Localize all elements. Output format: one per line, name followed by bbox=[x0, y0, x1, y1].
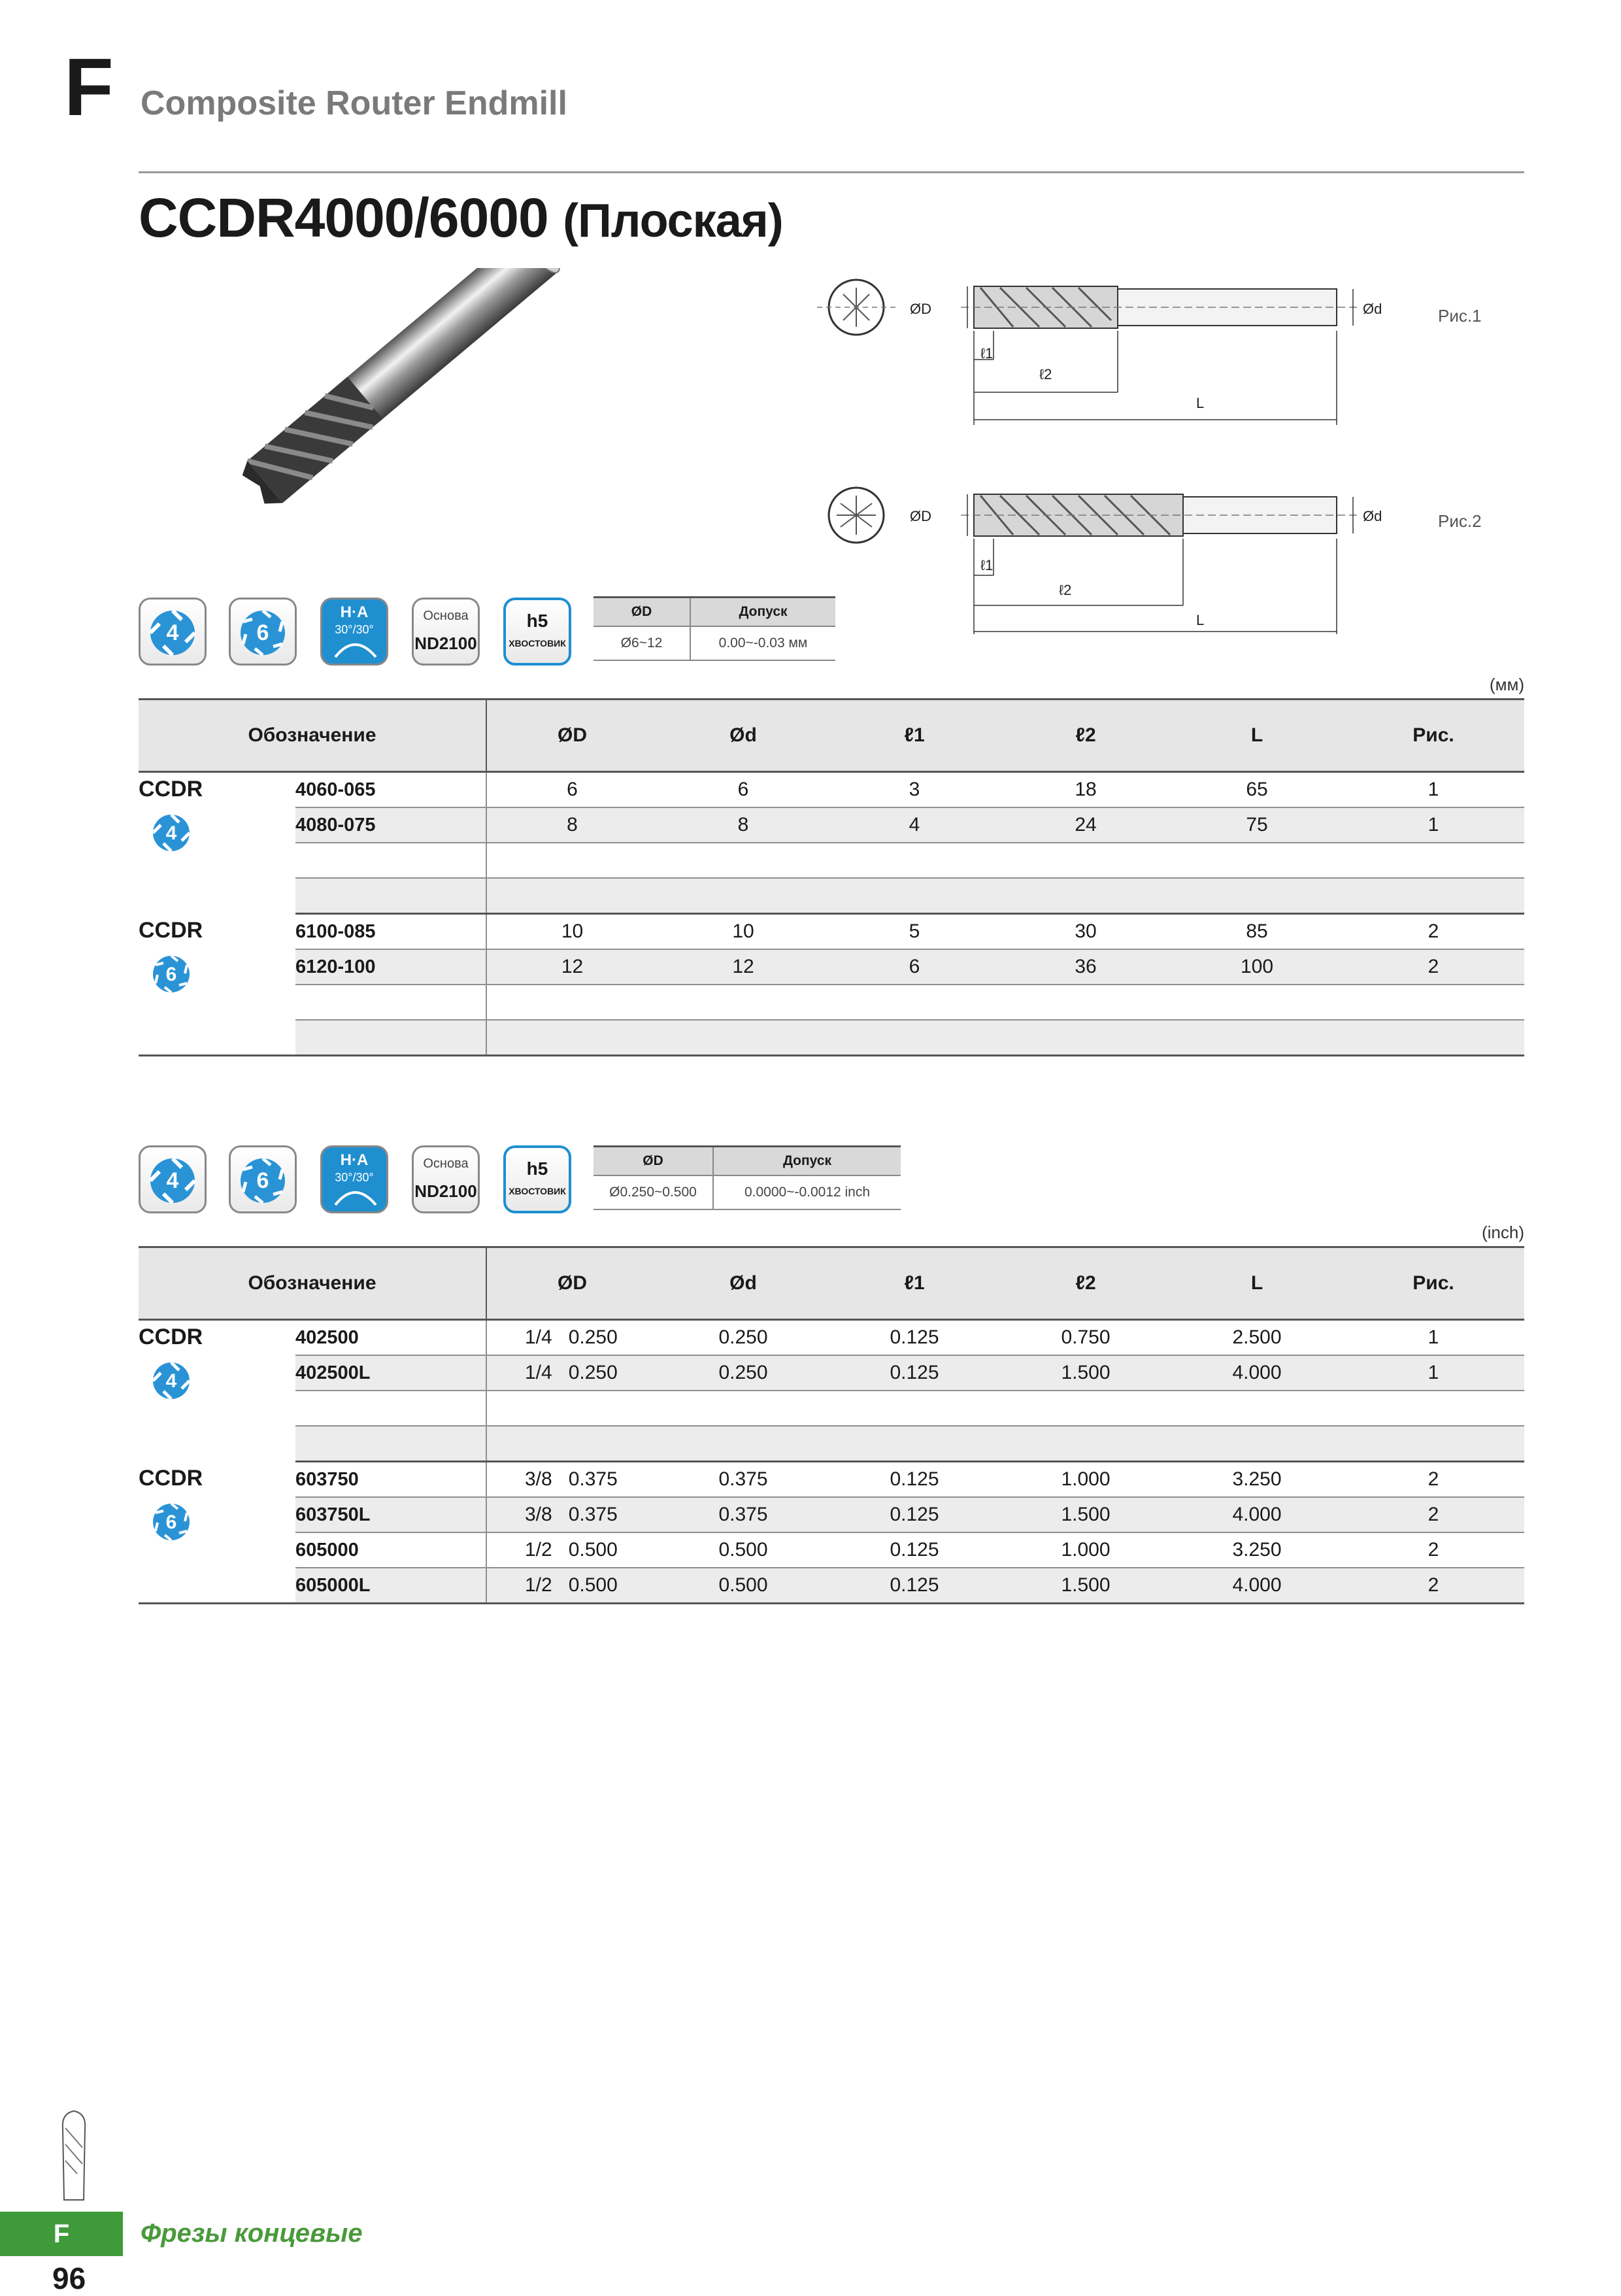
series-cell bbox=[139, 1320, 295, 1462]
flutes-6-count: 6 bbox=[256, 620, 269, 645]
flutes-4-icon bbox=[139, 1145, 207, 1213]
dim-l1-fig2: ℓ1 bbox=[980, 557, 994, 573]
table-row bbox=[139, 772, 1524, 808]
table-row bbox=[139, 807, 1524, 843]
tolerance-table-inch bbox=[593, 1145, 901, 1210]
designation bbox=[295, 843, 486, 878]
metric-unit: (мм) bbox=[1489, 675, 1524, 694]
cell-l2: 30 bbox=[1000, 914, 1171, 950]
fig1-label: Рис.1 bbox=[1438, 306, 1482, 326]
grade-icon bbox=[412, 1145, 480, 1213]
cell-L: 75 bbox=[1171, 807, 1343, 843]
cell-D: 1/2 0.500 bbox=[486, 1568, 658, 1604]
metric-table bbox=[139, 698, 1524, 1056]
table-row bbox=[139, 1355, 1524, 1391]
designation: 4060-065 bbox=[295, 772, 486, 808]
cell-l1: 3 bbox=[829, 772, 1000, 808]
cell-L: 4.000 bbox=[1171, 1568, 1343, 1604]
section-title: Composite Router Endmill bbox=[141, 84, 567, 122]
cell-d: 0.375 bbox=[658, 1462, 829, 1498]
series-cell bbox=[139, 772, 295, 914]
table-row bbox=[139, 843, 1524, 878]
svg-text:6: 6 bbox=[165, 963, 177, 985]
table-row bbox=[139, 985, 1524, 1020]
helix-label: H·A bbox=[340, 603, 369, 621]
footer-title: Фрезы концевые bbox=[141, 2219, 363, 2248]
cell-d: 0.500 bbox=[658, 1568, 829, 1604]
cell-l1: 0.125 bbox=[829, 1532, 1000, 1568]
col-L: L bbox=[1171, 1247, 1343, 1320]
cell-l1: 4 bbox=[829, 807, 1000, 843]
col-fig: Рис. bbox=[1343, 1247, 1524, 1320]
page-number: 96 bbox=[52, 2261, 86, 2295]
dim-l1-fig1: ℓ1 bbox=[980, 345, 994, 362]
cell-L: 100 bbox=[1171, 949, 1343, 985]
designation bbox=[295, 878, 486, 914]
svg-text:6: 6 bbox=[256, 1168, 269, 1193]
series-label: CCDR bbox=[139, 777, 203, 802]
helix-label: H·A bbox=[340, 1151, 369, 1169]
cell-fig: 2 bbox=[1343, 1462, 1524, 1498]
flutes-4-icon bbox=[145, 1352, 197, 1404]
table-row bbox=[139, 949, 1524, 985]
col-D: ØD bbox=[486, 1247, 658, 1320]
dim-d-fig1: Ød bbox=[1363, 301, 1382, 317]
cell-D: 3/8 0.375 bbox=[486, 1497, 658, 1532]
tol-col-tolerance: Допуск bbox=[690, 598, 835, 627]
dim-D-fig2: ØD bbox=[910, 508, 931, 524]
cell-D: 3/8 0.375 bbox=[486, 1462, 658, 1498]
tol-col-tolerance: Допуск bbox=[713, 1147, 901, 1176]
flutes-4-icon bbox=[139, 598, 207, 666]
designation: 605000L bbox=[295, 1568, 486, 1604]
cell-fig: 2 bbox=[1343, 1532, 1524, 1568]
col-d: Ød bbox=[658, 700, 829, 772]
cell-l1: 0.125 bbox=[829, 1497, 1000, 1532]
table-row bbox=[139, 1426, 1524, 1462]
cell-L: 85 bbox=[1171, 914, 1343, 950]
helix-angle-value: 30°/30° bbox=[335, 1171, 374, 1184]
cell-l1: 5 bbox=[829, 914, 1000, 950]
col-d: Ød bbox=[658, 1247, 829, 1320]
cell-fig: 1 bbox=[1343, 1320, 1524, 1356]
cell-d: 0.500 bbox=[658, 1532, 829, 1568]
svg-text:6: 6 bbox=[165, 1511, 177, 1533]
cell-D: 1/4 0.250 bbox=[486, 1320, 658, 1356]
cell-D: 10 bbox=[486, 914, 658, 950]
cell-L: 4.000 bbox=[1171, 1497, 1343, 1532]
designation: 6120-100 bbox=[295, 949, 486, 985]
table-row bbox=[139, 878, 1524, 914]
cell-d: 10 bbox=[658, 914, 829, 950]
empty-cell bbox=[486, 1020, 1524, 1056]
cell-l1: 6 bbox=[829, 949, 1000, 985]
flutes-6-icon bbox=[145, 1493, 197, 1545]
col-l2: ℓ2 bbox=[1000, 1247, 1171, 1320]
flutes-6-icon bbox=[229, 598, 297, 666]
shank-tol-label: ХВОСТОВИК bbox=[509, 638, 566, 649]
col-l1: ℓ1 bbox=[829, 1247, 1000, 1320]
empty-cell bbox=[486, 878, 1524, 914]
designation: 603750L bbox=[295, 1497, 486, 1532]
cell-l2: 1.500 bbox=[1000, 1497, 1171, 1532]
header-divider bbox=[139, 171, 1524, 173]
cell-d: 0.250 bbox=[658, 1320, 829, 1356]
helix-angle-icon bbox=[320, 598, 388, 666]
section-tab-letter: F bbox=[53, 2220, 70, 2248]
endmill-photo bbox=[216, 268, 621, 516]
shank-tol-label: ХВОСТОВИК bbox=[509, 1186, 566, 1196]
designation bbox=[295, 985, 486, 1020]
product-title bbox=[139, 186, 783, 250]
table-row bbox=[139, 1462, 1524, 1498]
designation: 605000 bbox=[295, 1532, 486, 1568]
cell-l2: 1.500 bbox=[1000, 1355, 1171, 1391]
cell-d: 8 bbox=[658, 807, 829, 843]
col-designation: Обозначение bbox=[139, 700, 486, 772]
cell-D: 1/4 0.250 bbox=[486, 1355, 658, 1391]
designation: 603750 bbox=[295, 1462, 486, 1498]
cell-fig: 1 bbox=[1343, 772, 1524, 808]
drawing-fig1 bbox=[804, 268, 1431, 438]
dim-l2-fig2: ℓ2 bbox=[1059, 582, 1072, 598]
cell-L: 65 bbox=[1171, 772, 1343, 808]
shank-tolerance-icon bbox=[503, 598, 571, 666]
designation: 4080-075 bbox=[295, 807, 486, 843]
cell-D: 8 bbox=[486, 807, 658, 843]
cell-l1: 0.125 bbox=[829, 1462, 1000, 1498]
flutes-6-icon bbox=[145, 945, 197, 998]
col-D: ØD bbox=[486, 700, 658, 772]
dim-d-fig2: Ød bbox=[1363, 508, 1382, 524]
cell-fig: 2 bbox=[1343, 1568, 1524, 1604]
cell-l2: 0.750 bbox=[1000, 1320, 1171, 1356]
series-label: CCDR bbox=[139, 1465, 203, 1491]
shank-tol-value: h5 bbox=[526, 611, 548, 631]
flutes-4-icon bbox=[145, 804, 197, 856]
section-letter: F bbox=[64, 42, 114, 133]
tol-range: Ø0.250~0.500 bbox=[593, 1175, 713, 1209]
cell-L: 2.500 bbox=[1171, 1320, 1343, 1356]
col-l1: ℓ1 bbox=[829, 700, 1000, 772]
designation: 6100-085 bbox=[295, 914, 486, 950]
table-row bbox=[139, 1497, 1524, 1532]
table-row bbox=[139, 1391, 1524, 1426]
dim-D-fig1: ØD bbox=[910, 301, 931, 317]
cell-fig: 2 bbox=[1343, 914, 1524, 950]
cell-d: 12 bbox=[658, 949, 829, 985]
cell-l1: 0.125 bbox=[829, 1355, 1000, 1391]
series-label: CCDR bbox=[139, 1325, 203, 1349]
series-cell bbox=[139, 1462, 295, 1604]
svg-text:4: 4 bbox=[165, 1370, 177, 1392]
cell-fig: 2 bbox=[1343, 1497, 1524, 1532]
designation bbox=[295, 1426, 486, 1462]
designation: 402500 bbox=[295, 1320, 486, 1356]
ballnose-endmill-icon bbox=[58, 2108, 90, 2206]
drawing-fig2 bbox=[804, 477, 1431, 641]
table-row bbox=[139, 1532, 1524, 1568]
cell-l1: 0.125 bbox=[829, 1568, 1000, 1604]
series-label: CCDR bbox=[139, 917, 203, 943]
fig2-label: Рис.2 bbox=[1438, 511, 1482, 531]
product-code: CCDR4000/6000 bbox=[139, 187, 548, 248]
designation bbox=[295, 1020, 486, 1056]
cell-d: 6 bbox=[658, 772, 829, 808]
cell-D: 12 bbox=[486, 949, 658, 985]
inch-table bbox=[139, 1246, 1524, 1604]
cell-l2: 36 bbox=[1000, 949, 1171, 985]
grade-label: Основа bbox=[423, 609, 469, 623]
cell-l2: 1.500 bbox=[1000, 1568, 1171, 1604]
empty-cell bbox=[486, 1426, 1524, 1462]
col-designation: Обозначение bbox=[139, 1247, 486, 1320]
col-L: L bbox=[1171, 700, 1343, 772]
designation bbox=[295, 1391, 486, 1426]
grade-value: ND2100 bbox=[414, 1181, 477, 1201]
cell-D: 6 bbox=[486, 772, 658, 808]
cell-l2: 24 bbox=[1000, 807, 1171, 843]
tol-col-diameter: ØD bbox=[593, 1147, 713, 1176]
flutes-4-count: 4 bbox=[166, 620, 179, 645]
tol-range: Ø6~12 bbox=[593, 626, 690, 660]
tol-value: 0.00~-0.03 мм bbox=[690, 626, 835, 660]
cell-l1: 0.125 bbox=[829, 1320, 1000, 1356]
cell-fig: 1 bbox=[1343, 1355, 1524, 1391]
grade-label: Основа bbox=[423, 1156, 469, 1171]
cell-L: 3.250 bbox=[1171, 1462, 1343, 1498]
table-row bbox=[139, 914, 1524, 950]
product-type: (Плоская) bbox=[563, 195, 783, 247]
helix-angle-value: 30°/30° bbox=[335, 623, 374, 636]
empty-cell bbox=[486, 843, 1524, 878]
cell-L: 3.250 bbox=[1171, 1532, 1343, 1568]
svg-text:4: 4 bbox=[165, 822, 177, 844]
tol-col-diameter: ØD bbox=[593, 598, 690, 627]
flutes-6-icon bbox=[229, 1145, 297, 1213]
dim-l2-fig1: ℓ2 bbox=[1039, 366, 1052, 382]
empty-cell bbox=[486, 985, 1524, 1020]
cell-l2: 1.000 bbox=[1000, 1462, 1171, 1498]
helix-angle-icon bbox=[320, 1145, 388, 1213]
col-fig: Рис. bbox=[1343, 700, 1524, 772]
grade-icon bbox=[412, 598, 480, 666]
table-row bbox=[139, 1320, 1524, 1356]
cell-d: 0.250 bbox=[658, 1355, 829, 1391]
shank-tolerance-icon bbox=[503, 1145, 571, 1213]
cell-D: 1/2 0.500 bbox=[486, 1532, 658, 1568]
svg-text:4: 4 bbox=[166, 1168, 179, 1193]
table-row bbox=[139, 1568, 1524, 1604]
cell-L: 4.000 bbox=[1171, 1355, 1343, 1391]
table-row bbox=[139, 1020, 1524, 1056]
tol-value: 0.0000~-0.0012 inch bbox=[713, 1175, 901, 1209]
cell-d: 0.375 bbox=[658, 1497, 829, 1532]
designation: 402500L bbox=[295, 1355, 486, 1391]
grade-value: ND2100 bbox=[414, 633, 477, 653]
series-cell bbox=[139, 914, 295, 1056]
empty-cell bbox=[486, 1391, 1524, 1426]
inch-unit: (inch) bbox=[1481, 1223, 1524, 1242]
col-l2: ℓ2 bbox=[1000, 700, 1171, 772]
cell-l2: 18 bbox=[1000, 772, 1171, 808]
shank-tol-value: h5 bbox=[526, 1158, 548, 1179]
dim-L-fig2: L bbox=[1196, 612, 1205, 628]
cell-l2: 1.000 bbox=[1000, 1532, 1171, 1568]
dim-L-fig1: L bbox=[1196, 395, 1205, 411]
tolerance-table-metric bbox=[593, 596, 835, 661]
cell-fig: 2 bbox=[1343, 949, 1524, 985]
cell-fig: 1 bbox=[1343, 807, 1524, 843]
